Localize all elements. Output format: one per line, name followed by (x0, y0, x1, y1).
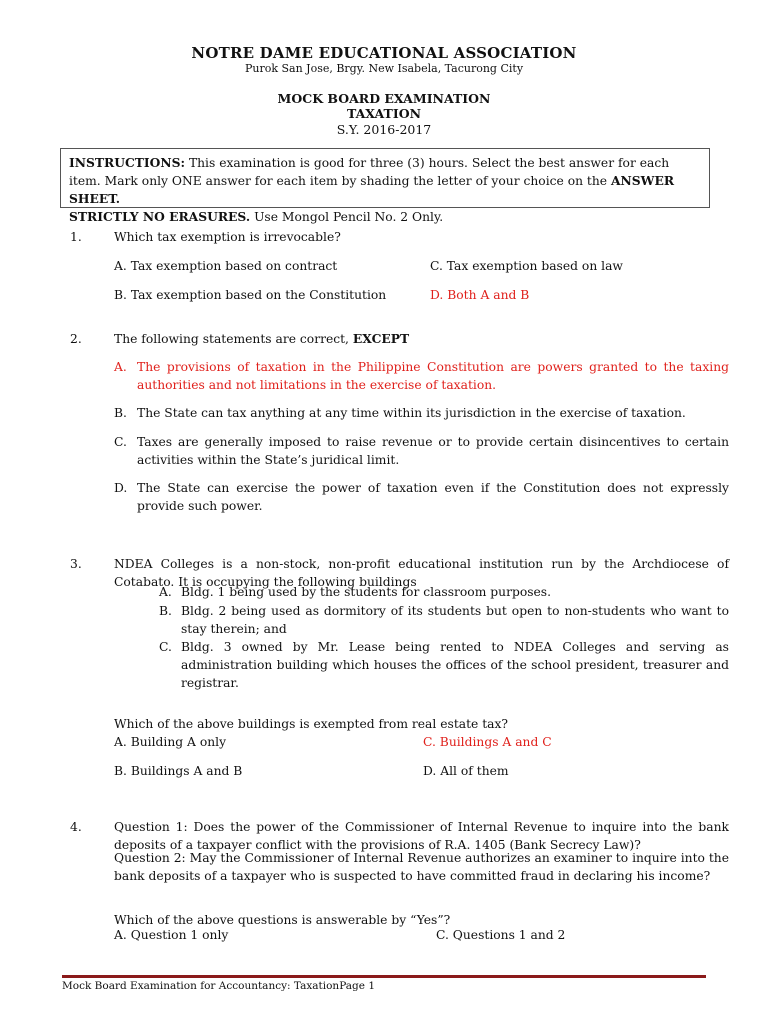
q2-choice-a-answer: The provisions of taxation in the Philippine Constitution are powers granted to the taxing authorities and not limitations in the exercise of taxation. (137, 360, 729, 392)
q2-choice-d: The State can exercise the power of taxation even if the Constitution does not expressly provide such power. (137, 481, 729, 513)
q3-building-c-letter: C. (159, 640, 172, 654)
q4-question-1: Question 1: Does the power of the Commissioner of Internal Revenue to inquire into the bank deposits of a taxpayer conflict with the provisions of R.A. 1405 (Bank Secrecy Law)? (114, 820, 729, 852)
q1-choice-c: C. Tax exemption based on law (430, 259, 623, 273)
q2-choice-b: The State can tax anything at any time within its jurisdiction in the exercise of taxation. (137, 406, 686, 420)
q1-choice-d-answer: D. Both A and B (430, 288, 530, 302)
no-erasures-label: STRICTLY NO ERASURES. (69, 209, 251, 224)
answer-sheet-label: ANSWER SHEET. (69, 173, 675, 206)
q3-building-b-letter: B. (159, 604, 172, 618)
q2-except: EXCEPT (352, 331, 410, 346)
organization-name: NOTRE DAME EDUCATIONAL ASSOCIATION (191, 44, 577, 62)
organization-address: Purok San Jose, Brgy. New Isabela, Tacurong City (244, 62, 524, 75)
q1-number: 1. (70, 230, 82, 244)
q3-choice-b: B. Buildings A and B (114, 764, 243, 778)
q4-number: 4. (70, 820, 82, 834)
q3-choice-a: A. Building A only (114, 735, 227, 749)
q3-text: NDEA Colleges is a non-stock, non-profit educational institution run by the Archdiocese of Cotabato. It is occupying the following buildings (114, 557, 729, 589)
page-footer: Mock Board Examination for Accountancy: TaxationPage 1 (62, 980, 375, 992)
q2-stem: The following statements are correct, (114, 332, 353, 346)
q2-number: 2. (70, 332, 82, 346)
q2-choice-b-letter: B. (114, 406, 127, 420)
q3-number: 3. (70, 557, 82, 571)
q4-choice-a: A. Question 1 only (114, 928, 229, 942)
q4-question-2: Question 2: May the Commissioner of Internal Revenue authorizes an examiner to inquire into the bank deposits of a taxpayer who is suspected to have committed fraud in declaring his income? (114, 851, 729, 883)
instructions-label: INSTRUCTIONS: (69, 155, 186, 170)
q2-choice-a-letter: A. (114, 360, 127, 374)
q2-text (114, 330, 409, 348)
q3-building-c: Bldg. 3 owned by Mr. Lease being rented to NDEA Colleges and serving as administration building which houses the offices of the school president, treasurer and registrar. (181, 640, 729, 690)
exam-subject: TAXATION (346, 106, 422, 121)
footer-rule (62, 975, 706, 978)
exam-title: MOCK BOARD EXAMINATION (277, 91, 491, 106)
q3-choice-c-answer: C. Buildings A and C (423, 735, 552, 749)
instructions-text: This examination is good for three (3) hours. Select the best answer for each item. Mark only ONE answer for each item by shading the letter of your choice on the (69, 156, 670, 188)
q4-choice-c: C. Questions 1 and 2 (436, 928, 566, 942)
q1-choice-a: A. Tax exemption based on contract (114, 259, 338, 273)
q3-question: Which of the above buildings is exempted from real estate tax? (114, 717, 509, 731)
q1-text: Which tax exemption is irrevocable? (114, 230, 341, 244)
q2-choice-d-letter: D. (114, 481, 128, 495)
q2-choice-c-letter: C. (114, 435, 127, 449)
q3-building-b: Bldg. 2 being used as dormitory of its students but open to non-students who want to stay therein; and (181, 604, 729, 636)
q3-building-a-letter: A. (159, 585, 172, 599)
q2-choice-c: Taxes are generally imposed to raise revenue or to provide certain disincentives to certain activities within the State’s juridical limit. (137, 435, 729, 467)
q4-question: Which of the above questions is answerable by “Yes”? (114, 913, 451, 927)
pencil-instruction: Use Mongol Pencil No. 2 Only. (250, 210, 444, 224)
q3-choice-d: D. All of them (423, 764, 509, 778)
instructions-box (60, 148, 710, 224)
q1-choice-b: B. Tax exemption based on the Constitution (114, 288, 387, 302)
school-year: S.Y. 2016-2017 (336, 122, 432, 137)
q3-building-a: Bldg. 1 being used by the students for classroom purposes. (181, 585, 552, 599)
